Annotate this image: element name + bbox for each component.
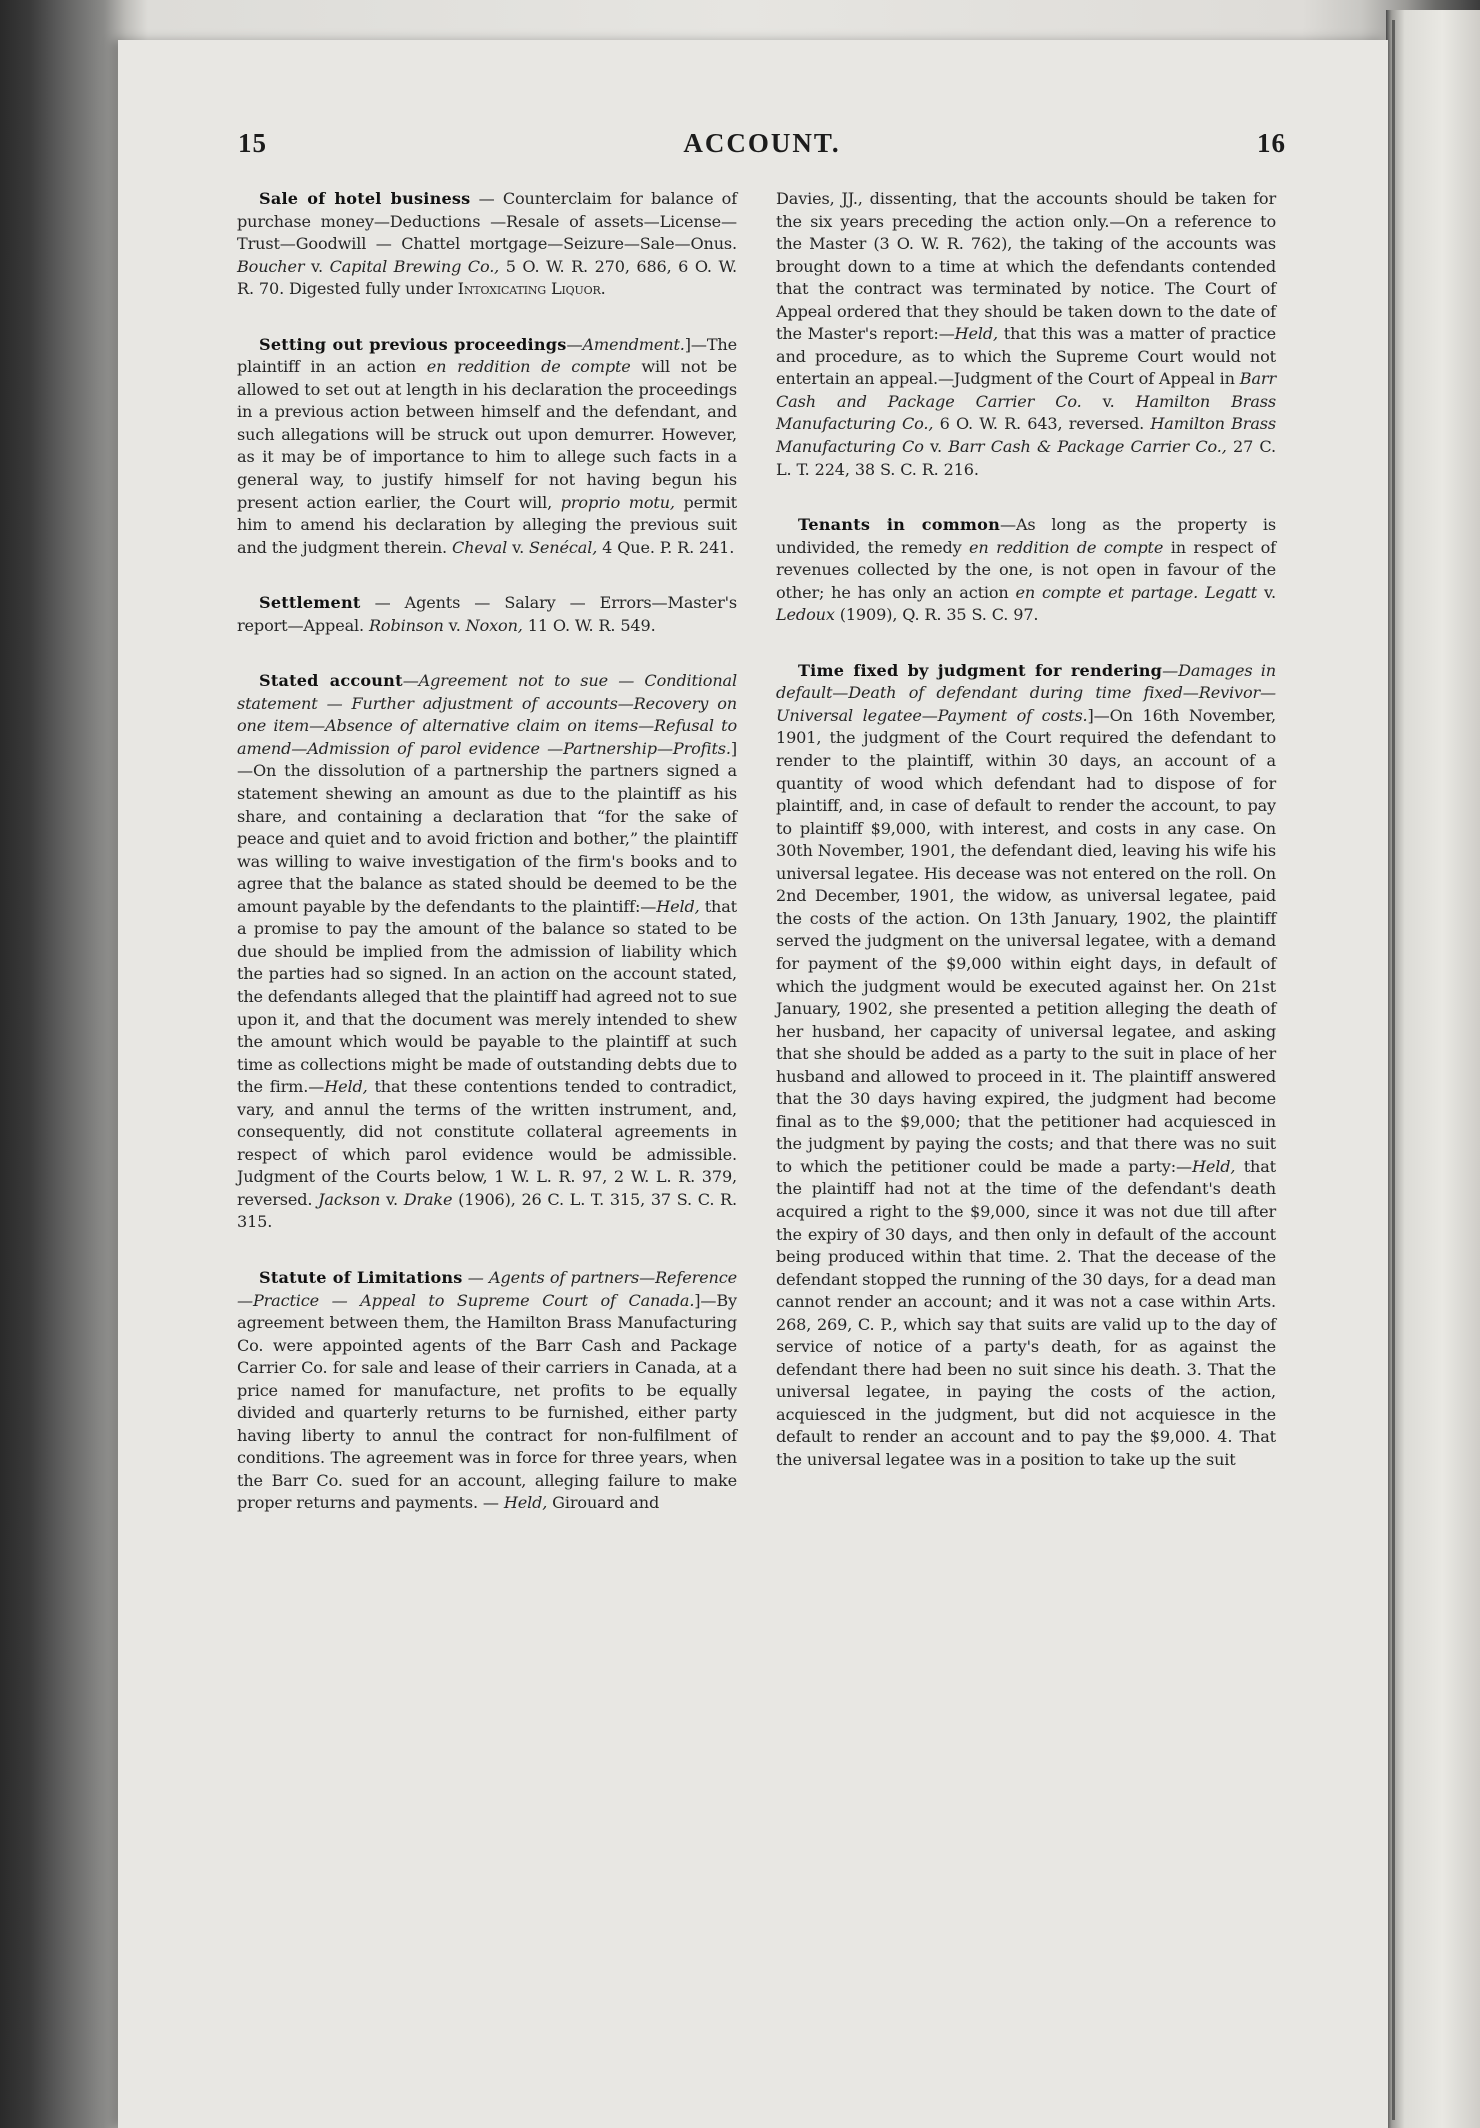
- citation: 11 O. W. R. 549.: [522, 615, 656, 635]
- case-name: Hamilton Brass Manufacturing Co: [776, 414, 1277, 457]
- citation: 6 O. W. R. 643, reversed.: [933, 414, 1151, 434]
- entry-heading: Tenants in common: [798, 515, 1000, 535]
- entry-text: —As long as the property is undivided, the remedy: [776, 515, 1277, 557]
- entry-text: ]—By agreement between them, the Hamilton Brass Manufacturing Co. were appointed agents of the Barr Cash and Package Carrier Co. for sale and lease of their carriers in Canada, at a price named for manufacture, net profits to be equally divided and quarterly returns to be furnished, either party having liberty to annul the contract for non-fulfilment of conditions. The agreement was in force for three years, when the Barr Co. sued for an account, alleging failure to make proper returns and payments. —: [237, 1290, 737, 1513]
- left-page-number: 15: [238, 128, 267, 158]
- right-page-number: 16: [1257, 128, 1286, 158]
- case-name: Cheval: [451, 537, 508, 557]
- entry-text: [1198, 583, 1205, 602]
- entry-statute-of-limitations: [237, 1267, 737, 1515]
- citation: 27 C. L. T. 224, 38 S. C. R. 216.: [776, 437, 1276, 479]
- entry-text: that a promise to pay the amount of the balance so stated to be due should be implied from the admission of liability which the parties had so signed. In an action on the account stated, the defendants alleged that the plaintiff had agreed not to sue upon it, and that the document was merely intended to shew the amount which would be payable to the plaintiff at such time as collections might be made of outstanding debts due to the firm.—: [237, 896, 737, 1097]
- entry-text: permit him to amend his declaration by alleging the previous suit and the judgment therein.: [237, 492, 737, 557]
- entry-text: Girouard and: [547, 1493, 660, 1513]
- case-name: Hamilton Brass Manufacturing Co.,: [776, 391, 1277, 434]
- citation: (1906), 26 C. L. T. 315, 37 S. C. R. 315.: [237, 1189, 737, 1232]
- latin-phrase: en reddition de compte: [426, 357, 631, 377]
- entry-text: that these contentions tended to contradict, vary, and annul the terms of the written instrument, and, consequently, did not constitute collateral agreements in respect of which parol evidence would be admissible. Judgment of the Courts below, 1 W. L. R. 97, 2 W. L. R. 379, reversed.: [237, 1077, 738, 1209]
- entry-text: — Agents — Salary — Errors—Master's report—Appeal.: [237, 593, 737, 635]
- running-title: ACCOUNT.: [683, 128, 841, 158]
- versus: v.: [507, 537, 530, 557]
- versus: v.: [1081, 391, 1136, 411]
- versus: v.: [1257, 582, 1276, 602]
- entry-text: in respect of revenues collected by the one, is not open in favour of the other; he has only an action: [776, 537, 1276, 602]
- entry-settlement: [237, 592, 737, 637]
- entry-tenants-in-common: [776, 514, 1276, 627]
- right-column: [776, 188, 1276, 1505]
- entry-text: —: [566, 334, 583, 354]
- cross-reference: Intoxicating Liquor.: [457, 279, 606, 299]
- entry-heading: Stated account: [259, 671, 403, 691]
- versus: v.: [923, 437, 949, 457]
- case-name: Boucher: [237, 256, 305, 276]
- entry-heading: Time fixed by judgment for rendering: [798, 660, 1163, 680]
- page-edge-shadow: [1392, 20, 1395, 2120]
- entry-text: — Counterclaim for balance of purchase money—Deductions —Resale of assets—License—Trust—Goodwill — Chattel mortgage—Seizure—Sale—Onus.: [237, 189, 738, 254]
- entry-heading: Settlement: [259, 593, 361, 613]
- adjacent-page-edge: [1386, 10, 1480, 2128]
- versus: v.: [304, 256, 330, 276]
- entry-sale-of-hotel-business: [237, 188, 737, 301]
- citation: 4 Que. P. R. 241.: [597, 537, 735, 557]
- latin-phrase: proprio motu,: [560, 492, 675, 512]
- citation: (1909), Q. R. 35 S. C. 97.: [834, 605, 1039, 625]
- case-name: Legatt: [1204, 582, 1258, 602]
- left-column: [237, 188, 737, 1548]
- entry-text: ]—On 16th November, 1901, the judgment of the Court required the defendant to render to the plaintiff, within 30 days, an account of a quantity of wood which defendant had to dispose of for plaintiff, and, in case of default to render the account, to pay to plaintiff $9,000, with interest, and costs in any case. On 30th November, 1901, the defendant died, leaving his wife his universal legatee. His decease was not entered on the roll. On 2nd December, 1901, the widow, as universal legatee, paid the costs of the action. On 13th January, 1902, the plaintiff served the judgment on the universal legatee, with a demand for payment of the $9,000 within eight days, in default of which the judgment would be executed against her. On 21st January, 1902, she presented a petition alleging the death of her husband, her capacity of universal legatee, and asking that she should be added as a party to the suit in place of her husband and allowed to proceed in it. The plaintiff answered that the 30 days having expired, the judgment had become final as to the $9,000; that the petitioner had acquiesced in the judgment by paying the costs; and that there was no suit to which the petitioner could be made a party:—: [776, 705, 1277, 1176]
- subject-terms: —Agreement not to sue — Conditional statement — Further adjustment of accounts—Recovery on one item—Absence of alternative claim on items—Refusal to amend—Admission of parol evidence —Partnership—Profits.: [237, 671, 737, 758]
- case-name: Senécal,: [529, 537, 598, 557]
- entry-text: that this was a matter of practice and procedure, as to which the Supreme Court would not entertain an appeal.—Judgment of the Court of Appeal in: [776, 324, 1276, 389]
- case-name: Robinson: [368, 615, 444, 635]
- entry-statute-continued: [776, 188, 1276, 481]
- entry-time-fixed-by-judgment: [776, 660, 1276, 1472]
- case-name: Barr Cash and Package Carrier Co.: [776, 369, 1276, 411]
- subject-terms: — Agents of partners—Reference—Practice — Appeal to Supreme Court of Canada.: [237, 1267, 737, 1310]
- case-name: Noxon,: [465, 615, 523, 635]
- case-name: Jackson: [318, 1189, 381, 1209]
- entry-setting-out-previous-proceedings: [237, 334, 737, 559]
- held-label: Held,: [1191, 1156, 1236, 1176]
- entry-text: ]—The plaintiff in an action: [237, 334, 737, 377]
- entry-heading: Setting out previous proceedings: [259, 334, 567, 354]
- subject-terms: Amendment.: [582, 334, 685, 354]
- entry-text: that the plaintiff had not at the time of the defendant's death acquired a right to the $9,000, since it was not due till after the expiry of 30 days, and then only in default of the account being produced within that time. 2. That the decease of the defendant stopped the running of the 30 days, for a dead man cannot render an account; and it was not a case within Arts. 268, 269, C. P., which say that suits are valid up to the day of service of notice of a party's death, for as against the defendant there had been no suit since his death. 3. That the universal legatee, in paying the costs of the action, acquiesced in the judgment, but did not acquiesce in the default to render an account and to pay the $9,000. 4. That the universal legatee was in a position to take up the suit: [776, 1156, 1276, 1469]
- entry-text: 5 O. W. R. 270, 686, 6 O. W. R. 70. Digested fully under: [237, 256, 737, 299]
- subject-terms: —Damages in default—Death of defendant during time fixed—Revivor—Universal legatee—Payment of costs.: [776, 660, 1276, 725]
- held-label: Held,: [503, 1493, 548, 1513]
- entry-text: ]—On the dissolution of a partnership the partners signed a statement shewing an amount as due to the plaintiff as his share, and containing a declaration that “for the sake of peace and quiet and to avoid friction and bother,” the plaintiff was willing to waive investigation of the firm's books and to agree that the balance as stated should be deemed to be the amount payable by the defendants to the plaintiff:—: [237, 738, 737, 916]
- latin-phrase: en reddition de compte: [969, 537, 1164, 557]
- held-label: Held,: [324, 1077, 368, 1097]
- entry-stated-account: [237, 670, 737, 1234]
- entry-text: will not be allowed to set out at length in his declaration the proceedings in a previous action between himself and the defendant, and such allegations will be struck out upon demurrer. However, as it may be of importance to him to allege such facts in a general way, to justify himself for not having begun his present action earlier, the Court will,: [237, 357, 737, 512]
- versus: v.: [443, 615, 466, 635]
- latin-phrase: en compte et partage.: [1015, 582, 1199, 602]
- entry-heading: Sale of hotel business: [259, 189, 471, 208]
- held-label: Held,: [954, 324, 999, 344]
- case-name: Ledoux: [776, 605, 835, 625]
- held-label: Held,: [656, 896, 700, 916]
- entry-text: Davies, JJ., dissenting, that the accounts should be taken for the six years preceding the action only.—On a reference to the Master (3 O. W. R. 762), the taking of the accounts was brought down to a time at which the defendants contended that the contract was terminated by notice. The Court of Appeal ordered that they should be taken down to the date of the Master's report:—: [776, 189, 1276, 344]
- versus: v.: [380, 1189, 404, 1209]
- case-name: Drake: [403, 1189, 453, 1209]
- case-name: Capital Brewing Co.,: [329, 256, 500, 276]
- case-name: Barr Cash & Package Carrier Co.,: [948, 437, 1227, 457]
- entry-heading: Statute of Limitations: [259, 1267, 463, 1287]
- running-header: [238, 128, 1286, 168]
